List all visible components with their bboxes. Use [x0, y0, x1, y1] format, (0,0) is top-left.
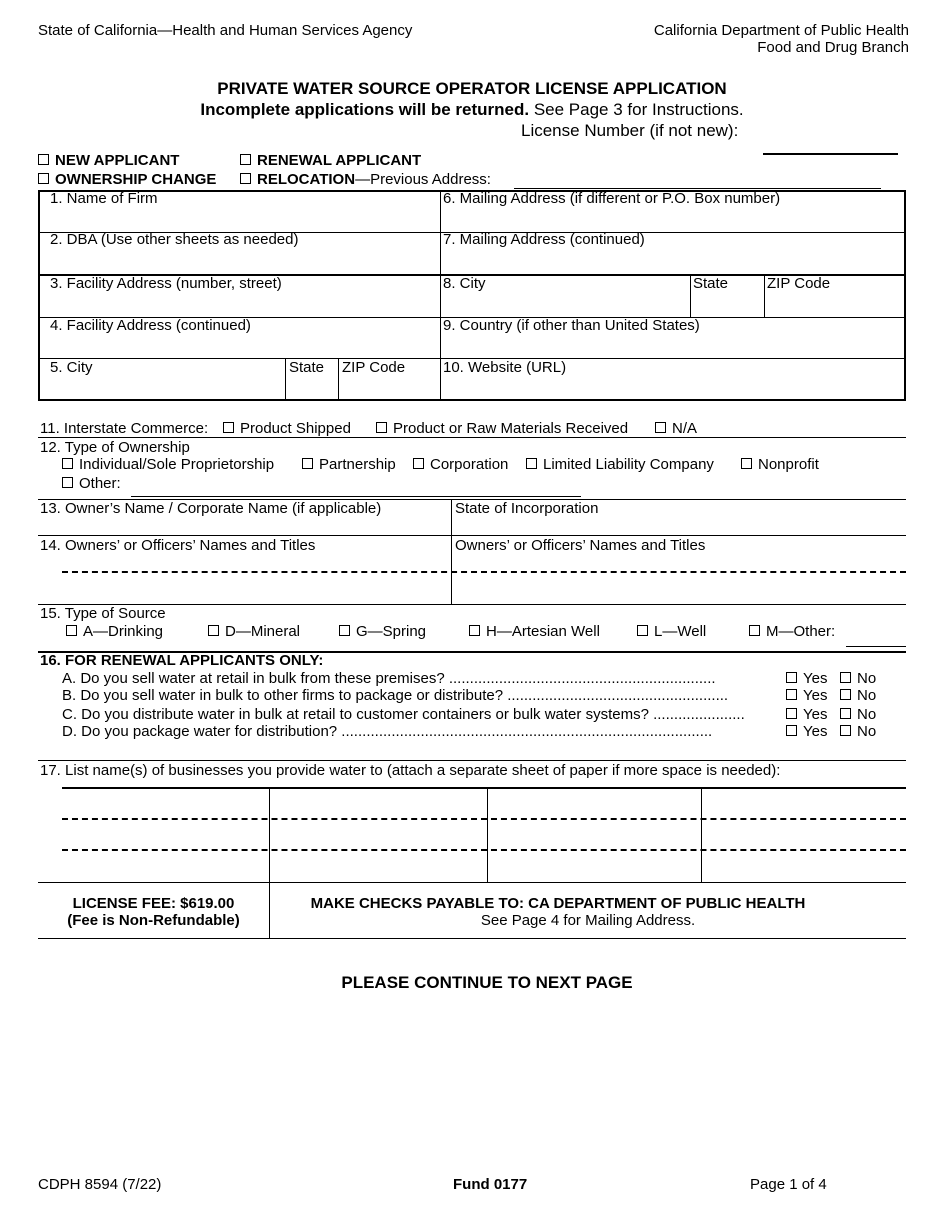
other-ownership-checkbox[interactable]	[62, 477, 73, 488]
renewal-a-no-checkbox[interactable]	[840, 672, 851, 683]
mailing-address-field[interactable]: 6. Mailing Address (if different or P.O. Box number)	[443, 190, 781, 207]
mailing-address-note: See Page 4 for Mailing Address.	[480, 912, 696, 929]
partnership-option[interactable]: Partnership	[302, 456, 396, 473]
department-name: California Department of Public Health	[653, 22, 909, 39]
form-number: CDPH 8594 (7/22)	[38, 1176, 162, 1193]
source-type-label: 15. Type of Source	[40, 605, 166, 622]
corporation-checkbox[interactable]	[413, 458, 424, 469]
drinking-option[interactable]: A—Drinking	[66, 623, 163, 640]
renewal-applicant-option[interactable]: RENEWAL APPLICANT	[240, 152, 421, 169]
renewal-d-answers: Yes No	[786, 723, 876, 740]
well-checkbox[interactable]	[637, 625, 648, 636]
business-entry-line-2[interactable]	[62, 849, 906, 851]
other-ownership-field[interactable]	[131, 496, 581, 497]
renewal-c-no-checkbox[interactable]	[840, 708, 851, 719]
ownership-change-option[interactable]: OWNERSHIP CHANGE	[38, 171, 216, 188]
relocation-checkbox[interactable]	[240, 173, 251, 184]
license-number-label: License Number (if not new):	[521, 121, 739, 140]
renewal-c-yes-checkbox[interactable]	[786, 708, 797, 719]
interstate-commerce-label: 11. Interstate Commerce:	[40, 420, 209, 437]
mailing-city-field[interactable]: 8. City	[443, 275, 486, 292]
ownership-change-checkbox[interactable]	[38, 173, 49, 184]
officers-entry-line[interactable]	[62, 571, 906, 573]
officers-names-field-right[interactable]: Owners’ or Officers’ Names and Titles	[455, 537, 706, 554]
branch-name: Food and Drug Branch	[757, 39, 909, 56]
nonprofit-option[interactable]: Nonprofit	[741, 456, 819, 473]
new-applicant-checkbox[interactable]	[38, 154, 49, 165]
mailing-address-continued-field[interactable]: 7. Mailing Address (continued)	[443, 231, 645, 248]
fee-non-refundable: (Fee is Non-Refundable)	[67, 912, 240, 929]
state-of-incorporation-field[interactable]: State of Incorporation	[455, 500, 599, 517]
na-checkbox[interactable]	[655, 422, 666, 433]
renewal-applicant-checkbox[interactable]	[240, 154, 251, 165]
mineral-checkbox[interactable]	[208, 625, 219, 636]
product-shipped-checkbox[interactable]	[223, 422, 234, 433]
fund-number: Fund 0177	[453, 1176, 528, 1193]
renewal-question-a: A. Do you sell water at retail in bulk from these premises? ................................................................	[62, 670, 716, 687]
other-source-option[interactable]: M—Other:	[749, 623, 835, 640]
renewal-b-no-checkbox[interactable]	[840, 689, 851, 700]
license-fee-amount: LICENSE FEE: $619.00	[72, 895, 235, 912]
agency-header: State of California—Health and Human Services Agency	[38, 22, 413, 39]
mailing-zip-field[interactable]: ZIP Code	[767, 275, 831, 292]
raw-materials-option[interactable]: Product or Raw Materials Received	[376, 420, 628, 437]
renewal-c-answers: Yes No	[786, 706, 876, 723]
continue-note: PLEASE CONTINUE TO NEXT PAGE	[341, 973, 633, 992]
artesian-well-option[interactable]: H—Artesian Well	[469, 623, 600, 640]
well-option[interactable]: L—Well	[637, 623, 706, 640]
llc-checkbox[interactable]	[526, 458, 537, 469]
facility-state-field[interactable]: State	[289, 359, 325, 376]
firm-name-field[interactable]: 1. Name of Firm	[50, 190, 158, 207]
facility-zip-field[interactable]: ZIP Code	[342, 359, 406, 376]
new-applicant-option[interactable]: NEW APPLICANT	[38, 152, 179, 169]
mineral-option[interactable]: D—Mineral	[208, 623, 300, 640]
instructions-note: See Page 3 for Instructions.	[529, 100, 744, 119]
previous-address-label: —Previous Address:	[355, 171, 491, 188]
renewal-b-yes-checkbox[interactable]	[786, 689, 797, 700]
renewal-d-yes-checkbox[interactable]	[786, 725, 797, 736]
relocation-option[interactable]: RELOCATION—Previous Address:	[240, 171, 491, 188]
form-title: PRIVATE WATER SOURCE OPERATOR LICENSE APPLICATION	[217, 79, 727, 98]
businesses-label: 17. List name(s) of businesses you provide water to (attach a separate sheet of paper if more space is needed):	[40, 762, 781, 779]
spring-option[interactable]: G—Spring	[339, 623, 426, 640]
officers-names-field-left[interactable]: 14. Owners’ or Officers’ Names and Titles	[40, 537, 316, 554]
renewal-question-c: C. Do you distribute water in bulk at retail to customer containers or bulk water systems? ......................	[62, 706, 745, 723]
sole-proprietorship-checkbox[interactable]	[62, 458, 73, 469]
other-source-checkbox[interactable]	[749, 625, 760, 636]
drinking-checkbox[interactable]	[66, 625, 77, 636]
renewal-d-no-checkbox[interactable]	[840, 725, 851, 736]
country-field[interactable]: 9. Country (if other than United States)	[443, 317, 700, 334]
renewal-b-answers: Yes No	[786, 687, 876, 704]
nonprofit-checkbox[interactable]	[741, 458, 752, 469]
corporation-option[interactable]: Corporation	[413, 456, 508, 473]
incomplete-warning: Incomplete applications will be returned.	[200, 100, 530, 119]
mailing-state-field[interactable]: State	[693, 275, 729, 292]
license-number-field[interactable]	[763, 153, 898, 155]
renewal-a-yes-checkbox[interactable]	[786, 672, 797, 683]
business-entry-line-1[interactable]	[62, 818, 906, 820]
website-field[interactable]: 10. Website (URL)	[443, 359, 567, 376]
other-ownership-option[interactable]: Other:	[62, 475, 121, 492]
raw-materials-checkbox[interactable]	[376, 422, 387, 433]
spring-checkbox[interactable]	[339, 625, 350, 636]
renewal-question-d: D. Do you package water for distribution? .........................................................................................	[62, 723, 713, 740]
other-source-field[interactable]	[846, 646, 906, 647]
facility-address-field[interactable]: 3. Facility Address (number, street)	[50, 275, 282, 292]
owner-name-field[interactable]: 13. Owner’s Name / Corporate Name (if applicable)	[40, 500, 382, 517]
renewal-a-answers: Yes No	[786, 670, 876, 687]
renewal-question-b: B. Do you sell water in bulk to other firms to package or distribute? .....................................................	[62, 687, 729, 704]
facility-address-continued-field[interactable]: 4. Facility Address (continued)	[50, 317, 251, 334]
payment-instructions	[270, 895, 906, 929]
llc-option[interactable]: Limited Liability Company	[526, 456, 714, 473]
ownership-type-label: 12. Type of Ownership	[40, 439, 190, 456]
previous-address-field[interactable]	[514, 188, 881, 189]
renewal-section-label: 16. FOR RENEWAL APPLICANTS ONLY:	[40, 652, 324, 669]
artesian-well-checkbox[interactable]	[469, 625, 480, 636]
product-shipped-option[interactable]: Product Shipped	[223, 420, 351, 437]
dba-field[interactable]: 2. DBA (Use other sheets as needed)	[50, 231, 299, 248]
form-subtitle	[0, 100, 944, 120]
facility-city-field[interactable]: 5. City	[50, 359, 93, 376]
department-header	[654, 22, 909, 56]
sole-proprietorship-option[interactable]: Individual/Sole Proprietorship	[62, 456, 274, 473]
make-checks-payable: MAKE CHECKS PAYABLE TO: CA DEPARTMENT OF PUBLIC HEALTH	[310, 895, 806, 912]
na-option[interactable]: N/A	[655, 420, 697, 437]
partnership-checkbox[interactable]	[302, 458, 313, 469]
page-number: Page 1 of 4	[750, 1176, 827, 1193]
